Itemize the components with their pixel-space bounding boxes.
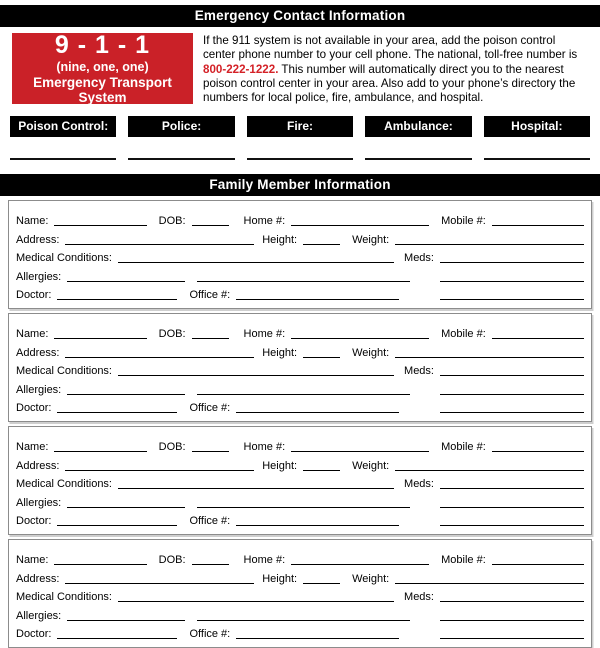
allergies-write-in-line [67,620,185,621]
weight-label: Weight: [352,346,390,359]
member-row-doctor [16,397,584,416]
mobile-phone-write-in-line [492,564,584,565]
home-phone-label: Home #: [243,553,286,566]
emergency-contact-header [0,5,600,27]
nine-one-one-box [12,30,193,105]
weight-label: Weight: [352,572,390,585]
mobile-phone-write-in-line [492,451,584,452]
allergies-continuation-line [197,620,410,621]
meds-continuation-line-1 [440,507,584,508]
member-row-medical [16,247,584,266]
medical-conditions-label: Medical Conditions: [16,365,112,378]
mobile-phone-label: Mobile #: [441,328,486,341]
office-phone-label: Office #: [189,402,231,415]
allergies-continuation-line [197,507,410,508]
allergies-continuation-line [197,394,410,395]
member-row-name [16,548,584,567]
meds-continuation-line-2 [440,638,584,639]
weight-write-in-line [395,244,584,245]
allergies-write-in-line [67,281,185,282]
member-row-doctor [16,623,584,642]
height-label: Height: [262,233,298,246]
meds-write-in-line [440,601,584,602]
member-row-address [16,454,584,473]
transport-system-caption: Emergency Transport System [33,74,172,105]
hospital-write-in-line [484,153,590,160]
allergies-continuation-line [197,281,410,282]
dob-write-in-line [192,564,229,565]
address-label: Address: [16,459,60,472]
weight-write-in-line [395,357,584,358]
office-phone-label: Office #: [189,289,231,302]
address-label: Address: [16,233,60,246]
dob-label: DOB: [158,441,186,454]
member-row-doctor [16,510,584,529]
name-write-in-line [54,338,146,339]
member-row-name [16,209,584,228]
allergies-label: Allergies: [16,383,62,396]
family-member-block [8,426,592,535]
intro-section [12,30,590,105]
doctor-label: Doctor: [16,628,52,641]
police-label: Police: [128,116,234,137]
nine-one-one-number: 9 - 1 - 1 [54,30,151,59]
allergies-write-in-line [67,507,185,508]
paragraph-before-text: If the 911 system is not available in your area, add the poison control center phone number to your cell phone. The national, toll-free number is [203,34,578,62]
office-phone-write-in-line [236,638,399,639]
name-write-in-line [54,451,146,452]
allergies-label: Allergies: [16,496,62,509]
member-row-name [16,322,584,341]
dob-write-in-line [192,338,229,339]
meds-continuation-line-2 [440,299,584,300]
home-phone-label: Home #: [243,215,286,228]
home-phone-write-in-line [291,225,429,226]
doctor-write-in-line [57,638,177,639]
mobile-phone-label: Mobile #: [441,215,486,228]
fire-write-in-line [247,153,353,160]
height-label: Height: [262,346,298,359]
address-label: Address: [16,346,60,359]
meds-label: Meds: [404,365,434,378]
meds-write-in-line [440,262,584,263]
member-row-name [16,435,584,454]
medical-conditions-write-in-line [118,601,394,602]
name-write-in-line [54,225,146,226]
height-write-in-line [303,244,340,245]
meds-continuation-line-1 [440,281,584,282]
office-phone-write-in-line [236,412,399,413]
address-write-in-line [65,470,254,471]
home-phone-label: Home #: [243,328,286,341]
member-row-address [16,341,584,360]
height-write-in-line [303,357,340,358]
medical-conditions-label: Medical Conditions: [16,478,112,491]
medical-conditions-write-in-line [118,262,394,263]
nine-one-one-words: (nine, one, one) [56,60,149,75]
address-write-in-line [65,357,254,358]
member-row-allergies [16,378,584,397]
contact-labels-row [10,116,590,137]
mobile-phone-write-in-line [492,338,584,339]
meds-continuation-line-1 [440,394,584,395]
doctor-write-in-line [57,299,177,300]
weight-label: Weight: [352,459,390,472]
medical-conditions-label: Medical Conditions: [16,252,112,265]
family-member-block [8,539,592,648]
family-member-header [0,174,600,196]
home-phone-label: Home #: [243,441,286,454]
member-row-medical [16,360,584,379]
poison-control-phone-number: 800-222-1222. [203,62,279,76]
office-phone-label: Office #: [189,515,231,528]
office-phone-label: Office #: [189,628,231,641]
doctor-label: Doctor: [16,289,52,302]
weight-write-in-line [395,470,584,471]
member-row-allergies [16,265,584,284]
doctor-label: Doctor: [16,515,52,528]
office-phone-write-in-line [236,299,399,300]
dob-label: DOB: [158,328,186,341]
paragraph-after-text: This number will automatically direct you to the nearest poison control center in your area. Also add to your phone’s directory the numbers for local police, fire, ambulance, and hospital. [203,62,576,105]
allergies-label: Allergies: [16,609,62,622]
ambulance-write-in-line [365,153,471,160]
name-label: Name: [16,441,49,454]
contact-write-in-lines [10,153,590,160]
meds-label: Meds: [404,591,434,604]
meds-write-in-line [440,375,584,376]
family-member-block [8,313,592,422]
allergies-write-in-line [67,394,185,395]
member-row-medical [16,586,584,605]
office-phone-write-in-line [236,525,399,526]
home-phone-write-in-line [291,451,429,452]
doctor-write-in-line [57,412,177,413]
poison-control-paragraph [203,33,590,105]
doctor-label: Doctor: [16,402,52,415]
height-write-in-line [303,470,340,471]
meds-label: Meds: [404,478,434,491]
ambulance-label: Ambulance: [365,116,471,137]
height-label: Height: [262,572,298,585]
mobile-phone-write-in-line [492,225,584,226]
meds-label: Meds: [404,252,434,265]
meds-write-in-line [440,488,584,489]
weight-label: Weight: [352,233,390,246]
fire-label: Fire: [247,116,353,137]
medical-conditions-write-in-line [118,375,394,376]
name-write-in-line [54,564,146,565]
dob-label: DOB: [158,215,186,228]
emergency-contact-title: Emergency Contact Information [194,8,406,23]
weight-write-in-line [395,583,584,584]
family-members [0,200,600,648]
mobile-phone-label: Mobile #: [441,553,486,566]
medical-conditions-write-in-line [118,488,394,489]
member-row-address [16,228,584,247]
member-row-allergies [16,491,584,510]
member-row-allergies [16,604,584,623]
medical-conditions-label: Medical Conditions: [16,591,112,604]
family-member-block [8,200,592,309]
meds-continuation-line-2 [440,412,584,413]
dob-write-in-line [192,451,229,452]
member-row-doctor [16,284,584,303]
poison-control-label: Poison Control: [10,116,116,137]
meds-continuation-line-1 [440,620,584,621]
member-row-address [16,567,584,586]
name-label: Name: [16,328,49,341]
address-write-in-line [65,583,254,584]
family-member-title: Family Member Information [209,177,391,193]
height-label: Height: [262,459,298,472]
dob-label: DOB: [158,553,186,566]
meds-continuation-line-2 [440,525,584,526]
hospital-label: Hospital: [484,116,590,137]
poison-control-write-in-line [10,153,116,160]
home-phone-write-in-line [291,564,429,565]
name-label: Name: [16,215,49,228]
member-row-medical [16,473,584,492]
home-phone-write-in-line [291,338,429,339]
address-write-in-line [65,244,254,245]
height-write-in-line [303,583,340,584]
address-label: Address: [16,572,60,585]
police-write-in-line [128,153,234,160]
mobile-phone-label: Mobile #: [441,441,486,454]
dob-write-in-line [192,225,229,226]
doctor-write-in-line [57,525,177,526]
allergies-label: Allergies: [16,270,62,283]
name-label: Name: [16,553,49,566]
